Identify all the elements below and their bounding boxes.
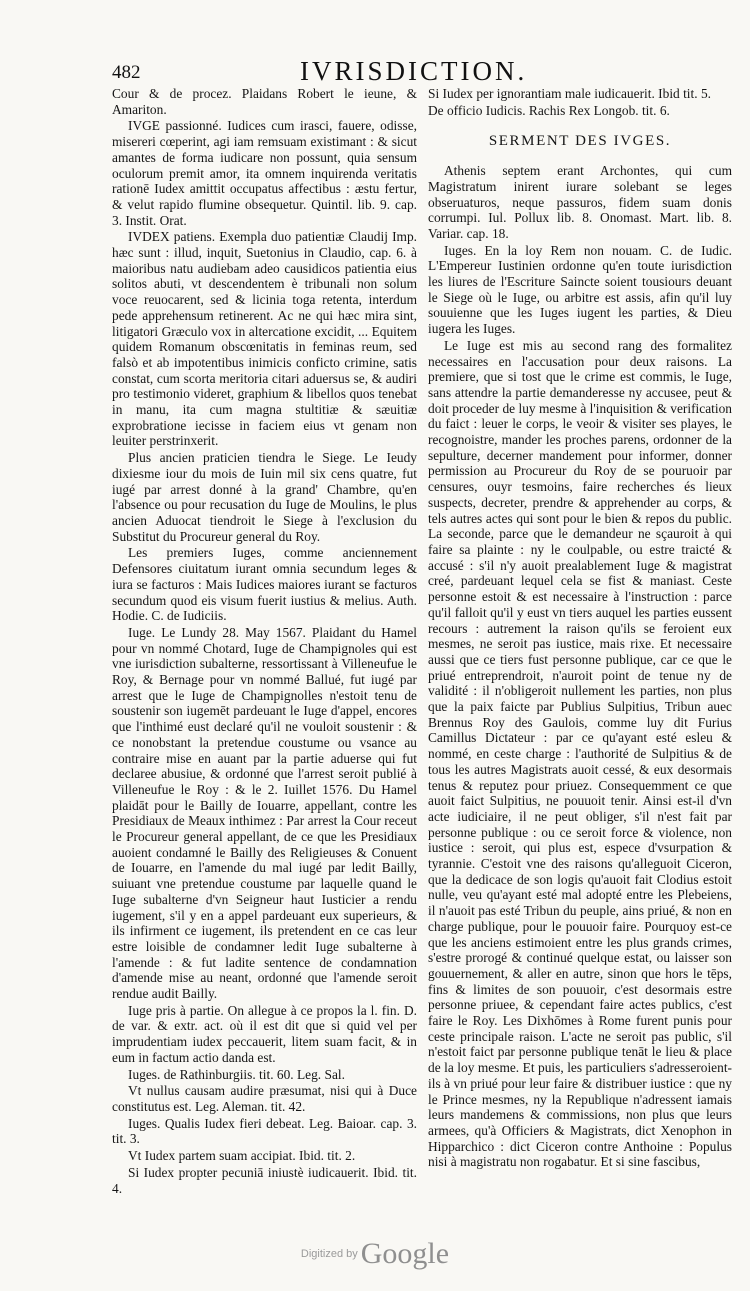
page-header — [112, 56, 732, 86]
digitized-by-label: Digitized by — [300, 1248, 358, 1260]
paragraph: Iuges. Qualis Iudex fieri debeat. Leg. Baioar. cap. 3. tit. 3. — [112, 1115, 417, 1147]
paragraph: Plus ancien praticien tiendra le Siege. Le Ieudy dixiesme iour du mois de Iuin mil six cens quatre, fut iugé par arrest donné à la grand' Chambre, qu'en l'absence ou pour recusation du Iuge de Moulins, le plus ancien Aduocat tiendroit le Siege à l'exclusion du Substitut du Procureur general du Roy. — [112, 450, 417, 544]
paragraph: Iuges. En la loy Rem non nouam. C. de Iudic. L'Empereur Iustinien ordonne qu'en toute iurisdiction les liures de l'Escriture Saincte soient tousiours deuant le Siege où le Iuge, ou arbitre est assis, afin qu'il luy souuienne que les Iuges iugent les parties, & Dieu iugera les Iuges. — [428, 242, 732, 337]
paragraph: Si Iudex propter pecuniā iniustè iudicauerit. Ibid. tit. 4. — [112, 1164, 417, 1196]
left-column — [112, 86, 417, 1197]
paragraph: Iuge. Le Lundy 28. May 1567. Plaidant du Hamel pour vn nommé Chotard, Iuge de Champignoles qui est vne iurisdiction subalterne, ressortissant à Villeneufue le Roy, & Bernage pour vn nommé Ballué, fut iugé par arrest que le Iuge de Champignolles n'estoit tenu de soustenir son iugemēt pardeuant le Iuge d'appel, encores que l'inthimé eust declaré qu'il ne vouloit soustenir : & ce nonobstant la pretendue coustume ou vsance au contraire mise en auant par la partie aduerse qui fut declaree abusiue, & ordonné que l'arrest seroit publié à Villeneufue le Roy : & le 2. Iuillet 1576. Du Hamel plaidāt pour le Bailly de Iouarre, appellant, contre les Presidiaux de Meaux inthimez : Par arrest la Cour receut le Procureur general appellant, de ce que les Presidiaux auoient condamné le Bailly des Religieuses & Conuent de Iouarre, en l'amende du mal iugé par ledit Bailly, suiuant vne pretendue coustume par laquelle quand le Iuge subalterne d'vn Seigneur haut Iusticier a rendu iugement, s'il y en a appel pardeuant eux superieurs, & ils infirment ce iugement, ils pretendent en ce cas leur estre loisible de condamner ledit Iuge subalterne à l'amende : & fut ladite sentence de condamnation d'amende mise au neant, ordonné que l'amende seroit rendue audit Bailly. — [112, 624, 417, 1002]
paragraph: Vt Iudex partem suam accipiat. Ibid. tit. 2. — [128, 1148, 356, 1164]
digitized-watermark — [0, 1237, 750, 1271]
paragraph: Cour & de procez. Plaidans Robert le ieune, & Amariton. — [112, 86, 417, 117]
paragraph: IVDEX patiens. Exempla duo patientiæ Claudij Imp. hæc sunt : illud, inquit, Suetonius in Claudio, cap. 6. à maioribus natu audiebam adeo causidicos patientia eius solitos abuti, vt descendentem è tribunali non solum voce reuocarent, sed & licinia toga retenta, interdum pede apprehensum retinerent. Ac ne qui hæc mira sint, litigatori Græculo vox in altercatione excidit, ... Equitem quidem Romanum obscœnitatis in feminas reum, sed falsò et ab impotentibus inimicis conficto crimine, satis constat, cum scorta meritoria citari aduersus se, & audiri pro testimonio videret, graphium & libellos quos tenebat in manu, ita cum magna stultitiæ & sæuitiæ exprobratione iecisse in faciem eius vt genam non leuiter perstrinxerit. — [112, 229, 417, 449]
paragraph: Les premiers Iuges, comme anciennement Defensores ciuitatum iurant omnia secundum leges & iura se facturos : Mais Iudices maiores iurant se facturos secundum quod eis visum fuerit iustius & melius. Auth. Hodie. C. de Iudiciis. — [112, 545, 417, 624]
paragraph: IVGE passionné. Iudices cum irasci, fauere, odisse, misereri cœperint, agi iam remsuam existimant : & sicut amantes de forma iudicare non possunt, quia sensum oculorum premit amor, ita omnem inquirenda veritatis rationē Iudex amittit occupatus affectibus : æstu fertur, & velut rapido flumine obsequetur. Quintil. lib. 9. cap. 3. Instit. Orat. — [112, 118, 417, 228]
running-title: IVRISDICTION. — [300, 56, 528, 86]
right-column — [428, 86, 732, 1171]
paragraph: Le Iuge est mis au second rang des formalitez necessaires en l'accusation pour deux raisons. La premiere, que si tost que le crime est commis, le Iuge, sans attendre la partie demanderesse ny accusee, peut & doit proceder de luy mesme à l'inquisition & verification du faict : leuer le corps, le veoir & visiter ses playes, le recognoistre, mander les proches parens, ordonner de la sepulture, decerner mandement pour informer, donner permission au Procureur du Roy de se pouruoir par censures, ouyr tesmoins, faire recherches és lieux suspects, decreter, prendre & apprehender au corps, & tels autres actes qui sont pour le bien & repos du public. La seconde, parce que le demandeur ne sçauroit à qui faire sa plainte : ny le coulpable, ou estre traicté & accusé : s'il n'y auoit prealablement Iuge & magistrat creé, pardeuant lequel cela se fist & maniast. Ceste personne estoit & est necessaire à l'instruction : parce qu'il falloit qu'il y eust vn tiers auquel les parties eussent recours : autrement la raison qu'ils se feroient eux mesmes, ne seroit pas iustice, mais rixe. Et necessaire aussi que ce tiers fust personne publique, car ce que le priué entreprendroit, n'auroit point de tenue ny de validité : il n'obligeroit nullement les parties, non plus que la paix faicte par Publius Sulpitius, Tribun auec Brennus Roy des Gaulois, comme luy dit Furius Camillus Dictateur : par ce qu'ayant esté esleu & nommé, en ceste charge : l'authorité de Sulpitius & de tous les autres Magistrats auoit cessé, & eux desormais tenus & reputez pour priuez. Consequemment ce que auoit faict Sulpitius, ne pouuoit tenir. Ainsi est-il d'vn acte iudiciaire, il ne peut obliger, s'il n'est fait par personne publique : ou ce seroit force & violence, non iustice : seroit, qui plus est, espece d'vsurpation & tyrannie. C'estoit vne des raisons qu'alleguoit Ciceron, que la dedicace de son logis qu'auoit fait Clodius estoit nulle, veu qu'ayant esté mal adopté entre les Plebeiens, il n'auoit pas esté Tribun du peuple, ains priué, & non en charge publique, pour le pouuoir faire. Pourquoy est-ce que les anciens estimoient entre les plus grands crimes, s'estre prorogé & continué quelque estat, ou laisser son gouuernement, & aller en autre, sinon que hors le tēps, fins & limites de son pouuoir, c'est desormais estre personne priuee, & cependant faire actes publics, c'est faire le Roy. Les Dixhōmes à Rome furent punis pour ceste principale raison. L'acte ne seroit pas public, s'il n'estoit faict par personne publique tenāt le lieu & place de la loy mesme. Et puis, les particuliers s'adresseroient-ils à vn priué pour leur faire & distribuer iustice : que ny le Prince mesmes, ny la Republique n'adressent iamais leurs mandemens & commissions, non plus que leurs armees, qu'à Officiers & Magistrats, dict Xenophon in Hipparchico : dict Ciceron contre Anthoine : Populus nisi à magistratu non rogabatur. Et si sine fascibus, — [428, 337, 732, 1170]
paragraph: Athenis septem erant Archontes, qui cum Magistratum inirent iurare solebant se leges obseruaturos, neque passuros, fidem suam donis corrumpi. Iul. Pollux lib. 8. Onomast. Mart. lib. 8. Variar. cap. 18. — [428, 163, 732, 241]
google-logo: Google — [360, 1237, 450, 1270]
page-number: 482 — [112, 62, 141, 83]
paragraph: Iuge pris à partie. On allegue à ce propos la l. fin. D. de var. & extr. act. où il est dit que si quid vel per imprudentiam iudex peccauerit, litem suam facit, & in eum in factum actio danda est. — [112, 1002, 417, 1065]
citation-line: Si Iudex per ignorantiam male iudicauerit. Ibid tit. 5. — [428, 86, 711, 101]
citation-line: De officio Iudicis. Rachis Rex Longob. tit. 6. — [428, 102, 670, 118]
paragraph: Vt nullus causam audire præsumat, nisi qui à Duce constitutus est. Leg. Aleman. tit. 42. — [112, 1083, 417, 1114]
paragraph: Iuges. de Rathinburgiis. tit. 60. Leg. Sal. — [128, 1066, 345, 1082]
section-title: SERMENT DES IVGES. — [488, 133, 672, 150]
